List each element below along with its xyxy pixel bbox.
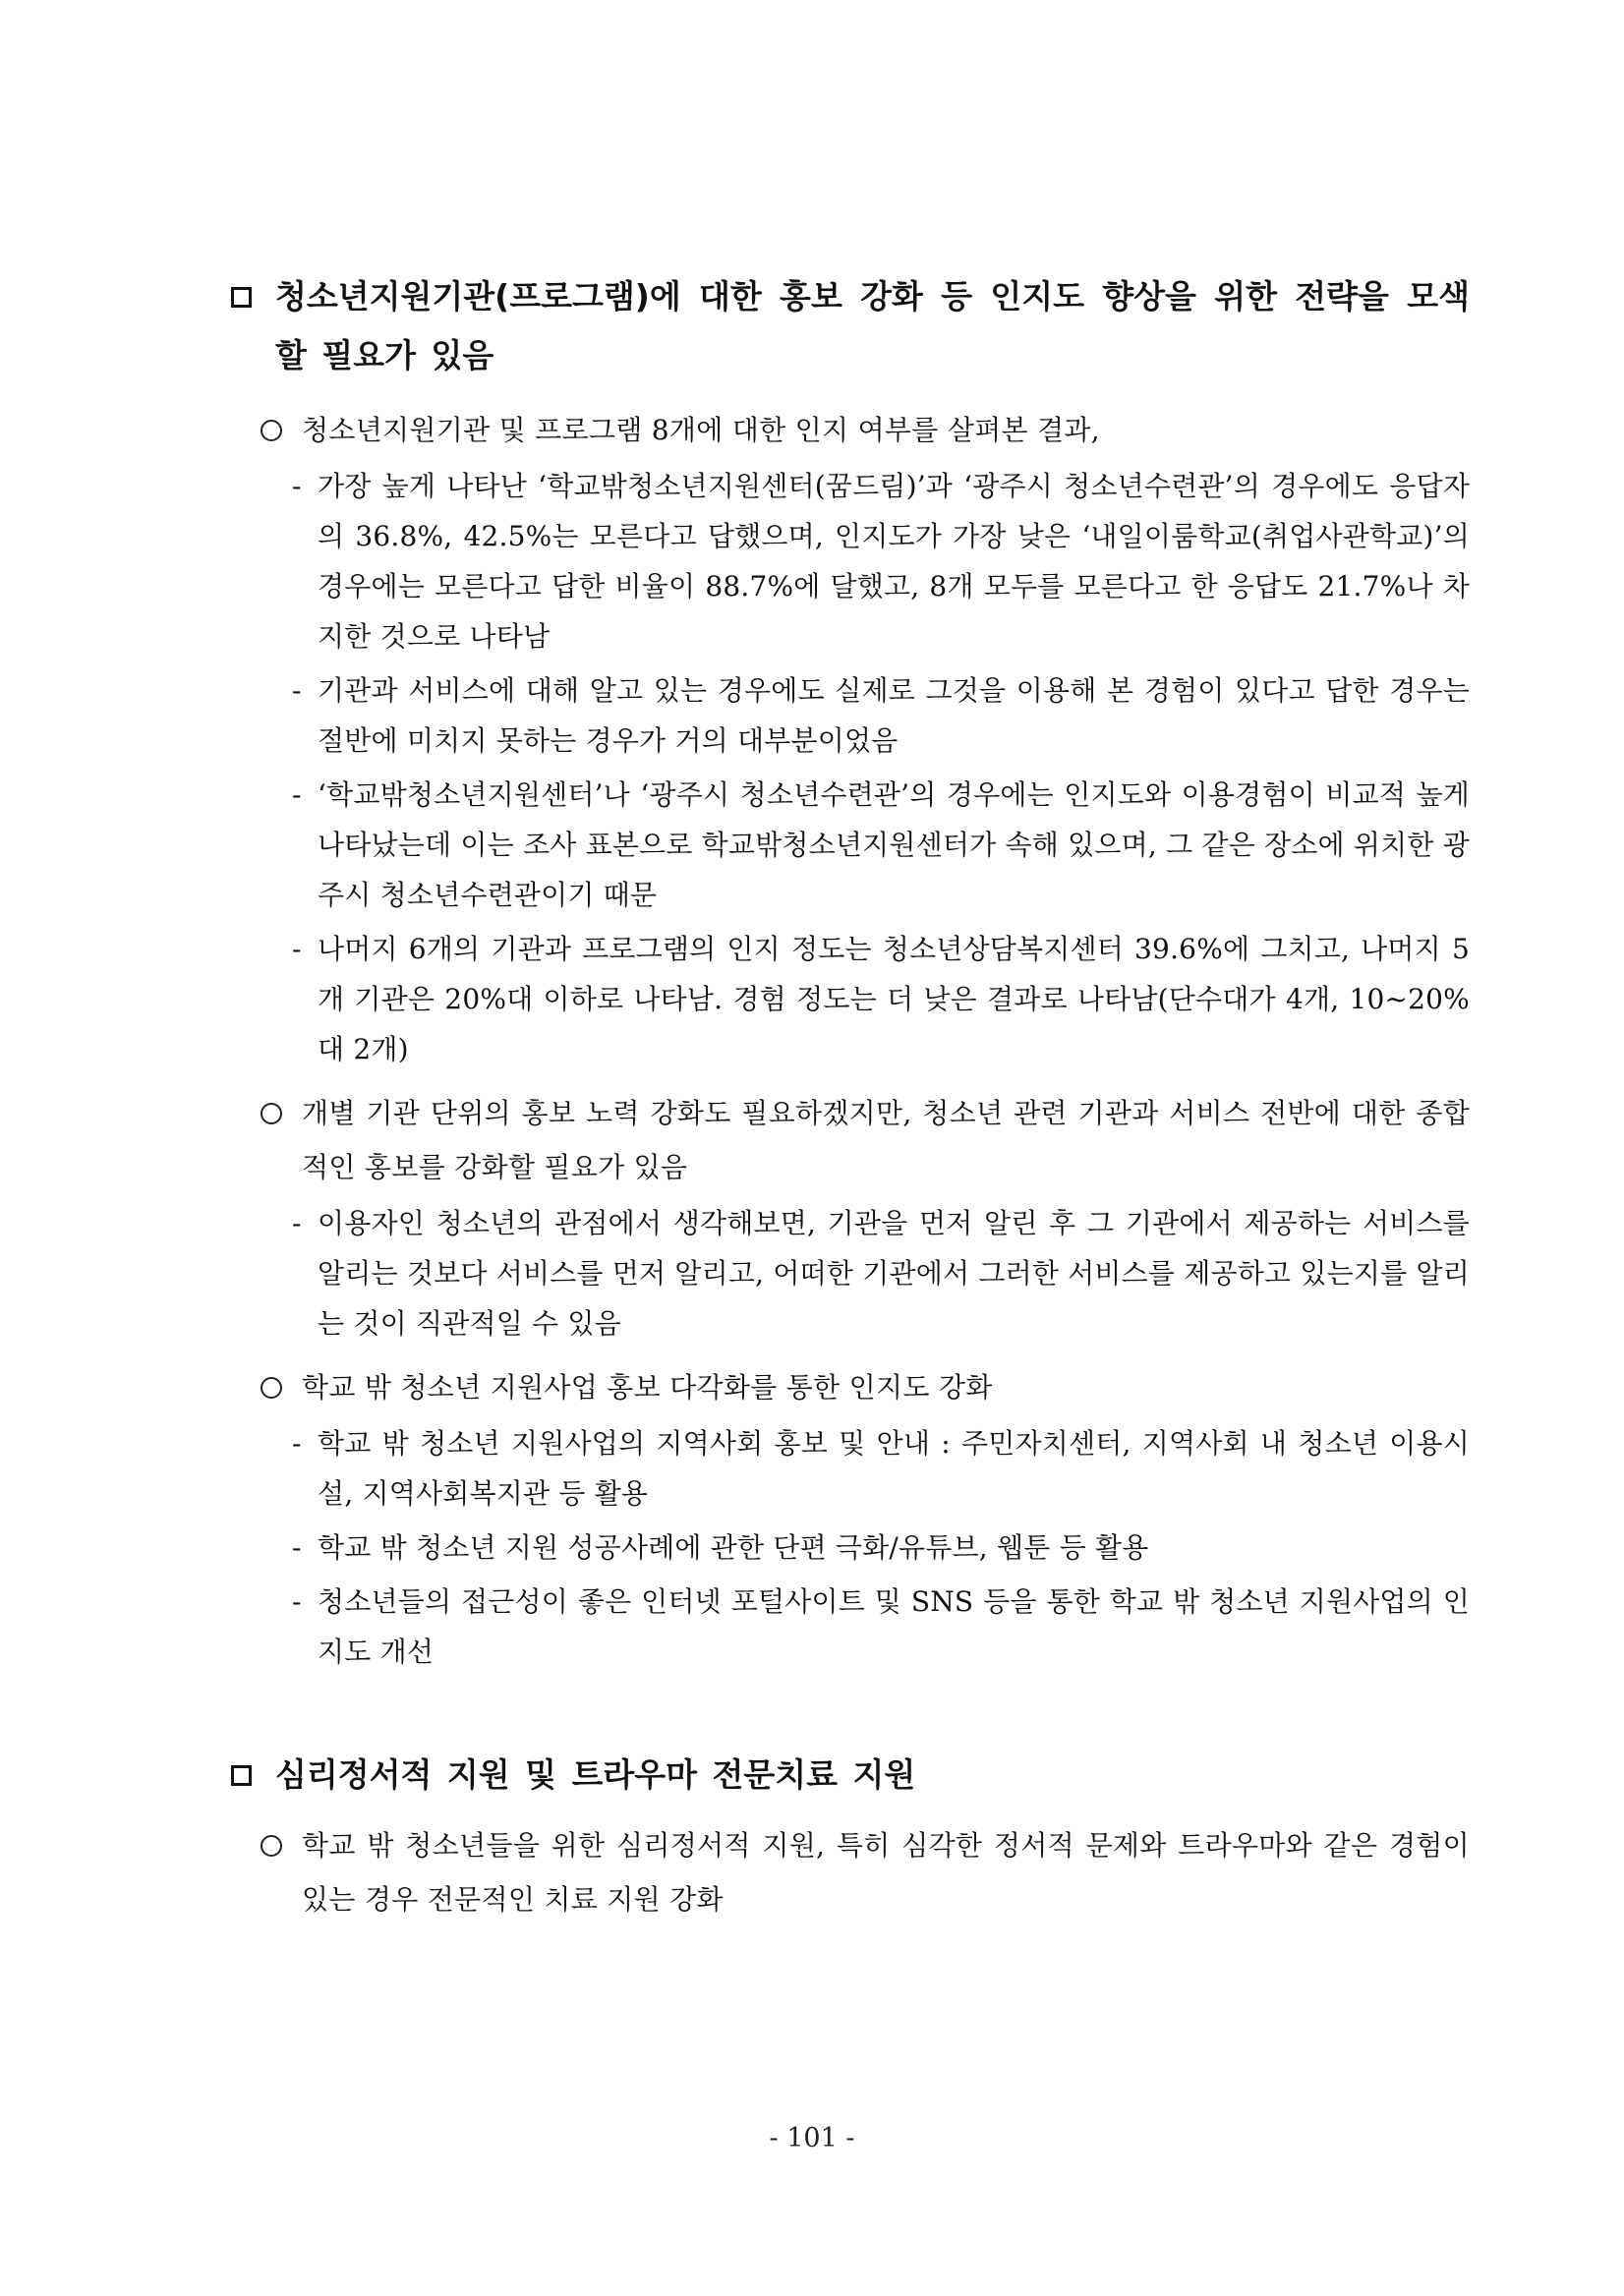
circle-bullet-icon	[261, 1835, 282, 1857]
circle-item-trauma-support	[231, 1818, 1470, 1926]
dash-item-text: 학교 밖 청소년 지원사업의 지역사회 홍보 및 안내 : 주민자치센터, 지역사회 내 청소년 이용시설, 지역사회복지관 등 활용	[318, 1427, 1470, 1510]
square-bullet-icon	[231, 287, 252, 308]
section-heading-text: 심리정서적 지원 및 트라우마 전문치료 지원	[275, 1755, 916, 1794]
circle-item-comprehensive-promotion	[231, 1086, 1470, 1194]
dash-item-text: ‘학교밖청소년지원센터’나 ‘광주시 청소년수련관’의 경우에는 인지도와 이용경험이 비교적 높게 나타났는데 이는 조사 표본으로 학교밖청소년지원센터가 속해 있으며, 그 같은 장소에 위치한 광주시 청소년수련관이기 때문	[318, 778, 1470, 911]
dash-bullet: -	[292, 933, 302, 965]
dash-item-text: 나머지 6개의 기관과 프로그램의 인지 정도는 청소년상담복지센터 39.6%에 그치고, 나머지 5개 기관은 20%대 이하로 나타남. 경험 정도는 더 낮은 결과로 나타남(단수대가 4개, 10~20%대 2개)	[318, 933, 1470, 1065]
dash-bullet: -	[292, 1585, 302, 1618]
dash-item	[231, 1522, 1470, 1573]
dash-item	[231, 924, 1470, 1074]
page-number: - 101 -	[769, 2123, 855, 2153]
page-content	[231, 267, 1470, 1926]
section-heading-text: 청소년지원기관(프로그램)에 대한 홍보 강화 등 인지도 향상을 위한 전략을 모색할 필요가 있음	[275, 277, 1470, 374]
dash-item-text: 청소년들의 접근성이 좋은 인터넷 포털사이트 및 SNS 등을 통한 학교 밖 청소년 지원사업의 인지도 개선	[318, 1585, 1470, 1668]
circle-item-text: 학교 밖 청소년 지원사업 홍보 다각화를 통한 인지도 강화	[302, 1371, 993, 1404]
circle-bullet-icon	[261, 1103, 282, 1124]
dash-bullet: -	[292, 674, 302, 707]
dash-item	[231, 665, 1470, 766]
dash-item	[231, 1198, 1470, 1349]
circle-item-text: 청소년지원기관 및 프로그램 8개에 대한 인지 여부를 살펴본 결과,	[302, 414, 1100, 446]
circle-item-text: 개별 기관 단위의 홍보 노력 강화도 필요하겠지만, 청소년 관련 기관과 서비스 전반에 대한 종합적인 홍보를 강화할 필요가 있음	[302, 1097, 1470, 1183]
circle-item-awareness-survey	[231, 403, 1470, 457]
dash-item-text: 이용자인 청소년의 관점에서 생각해보면, 기관을 먼저 알린 후 그 기관에서 제공하는 서비스를 알리는 것보다 서비스를 먼저 알리고, 어떠한 기관에서 그러한 서비스를 제공하고 있는지를 알리는 것이 직관적일 수 있음	[318, 1207, 1470, 1340]
section-heading-psychological-support	[231, 1746, 1470, 1805]
square-bullet-icon	[231, 1765, 252, 1786]
dash-item-text: 가장 높게 나타난 ‘학교밖청소년지원센터(꿈드림)’과 ‘광주시 청소년수련관’의 경우에도 응답자의 36.8%, 42.5%는 모른다고 답했으며, 인지도가 가장 낮은 ‘내일이룸학교(취업사관학교)’의 경우에는 모른다고 답한 비율이 88.7%에 달했고, 8개 모두를 모른다고 한 응답도 21.7%나 차지한 것으로 나타남	[318, 470, 1470, 653]
circle-item-text: 학교 밖 청소년들을 위한 심리정서적 지원, 특히 심각한 정서적 문제와 트라우마와 같은 경험이 있는 경우 전문적인 치료 지원 강화	[302, 1829, 1470, 1916]
dash-bullet: -	[292, 1531, 302, 1564]
dash-item-text: 기관과 서비스에 대해 알고 있는 경우에도 실제로 그것을 이용해 본 경험이 있다고 답한 경우는 절반에 미치지 못하는 경우가 거의 대부분이었음	[318, 674, 1470, 757]
dash-item	[231, 770, 1470, 920]
circle-bullet-icon	[261, 1377, 282, 1399]
dash-bullet: -	[292, 1427, 302, 1460]
dash-item-text: 학교 밖 청소년 지원 성공사례에 관한 단편 극화/유튜브, 웹툰 등 활용	[318, 1531, 1149, 1564]
dash-bullet: -	[292, 778, 302, 811]
circle-item-diversified-promotion	[231, 1360, 1470, 1414]
dash-bullet: -	[292, 470, 302, 502]
section-heading-promotion	[231, 267, 1470, 385]
dash-item	[231, 1418, 1470, 1519]
circle-bullet-icon	[261, 420, 282, 441]
dash-item	[231, 1577, 1470, 1677]
dash-bullet: -	[292, 1207, 302, 1239]
dash-item	[231, 461, 1470, 661]
